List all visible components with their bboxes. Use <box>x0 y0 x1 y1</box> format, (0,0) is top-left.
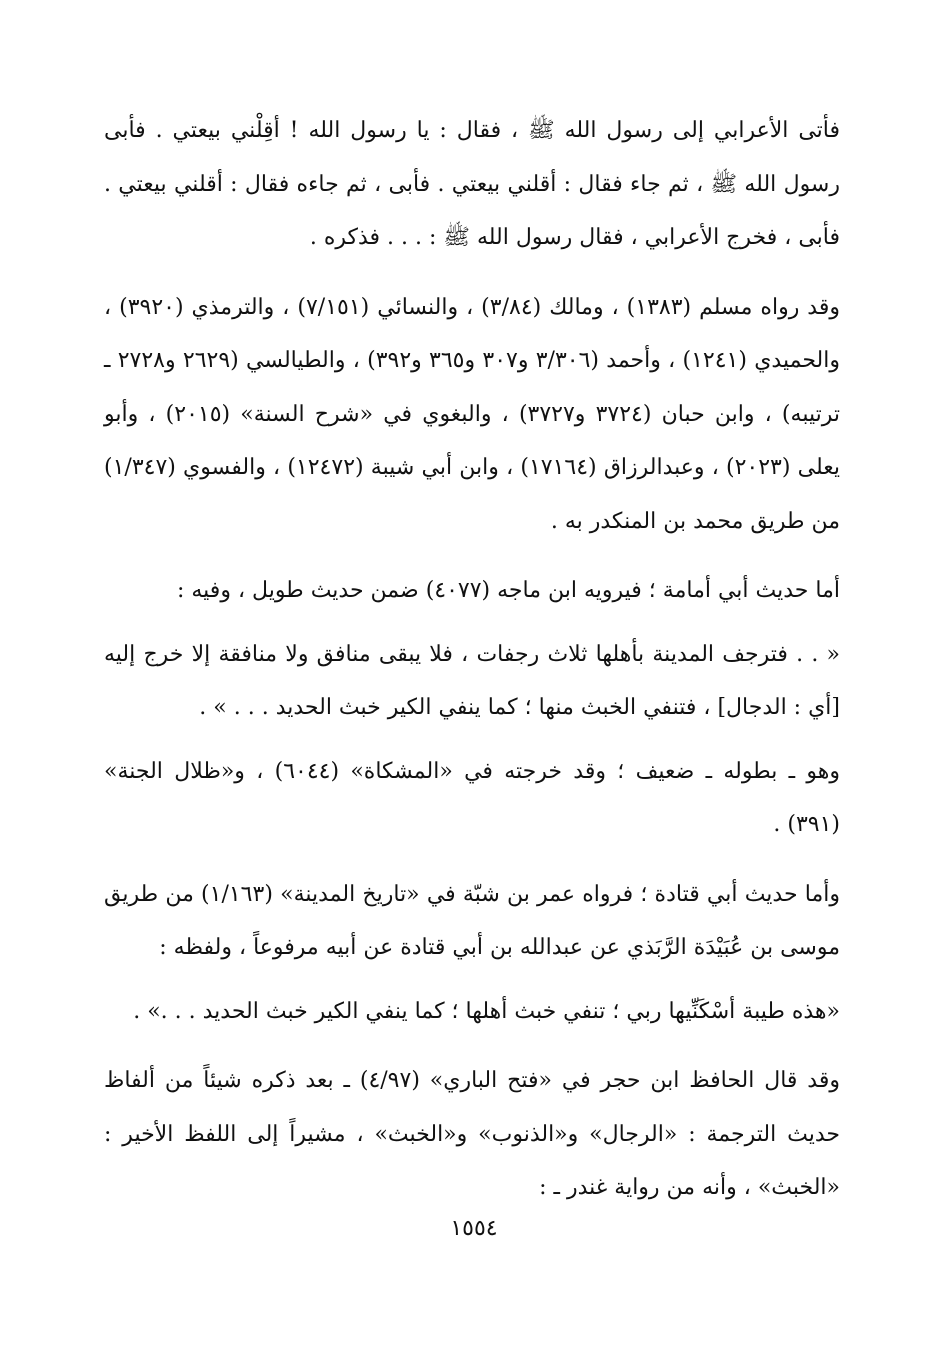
paragraph-ibn-hajar: وقد قال الحافظ ابن حجر في «فتح الباري» (٤/٩٧) ـ بعد ذكره شيئاً من ألفاظ حديث الترجمة : «الرجال» و«الذنوب» و«الخبث» ، مشيراً إلى اللفظ الأخير : «الخبث» ، وأنه من رواية غندر ـ : <box>104 1068 840 1200</box>
paragraph-abi-umamah-grading: وهو ـ بطوله ـ ضعيف ؛ وقد خرجته في «المشكاة» (٦٠٤٤) ، و«ظلال الجنة» (٣٩١) . <box>104 758 840 837</box>
paragraph-abi-umamah-intro: أما حديث أبي أمامة ؛ فيرويه ابن ماجه (٤٠٧٧) ضمن حديث طويل ، وفيه : <box>176 578 840 603</box>
paragraph-takhrij-jabir: وقد رواه مسلم (١٣٨٣) ، ومالك (٣/٨٤) ، والنسائي (٧/١٥١) ، والترمذي (٣٩٢٠) ، والحميدي (١٢٤١) ، وأحمد (٣/٣٠٦ و٣٠٧ و٣٦٥ و٣٩٢) ، والطيالسي (٢٦٢٩ و٢٧٢٨ ـ ترتيبه) ، وابن حبان (٣٧٢٤ و٣٧٢٧) ، والبغوي في «شرح السنة» (٢٠١٥) ، وأبو يعلى (٢٠٢٣) ، وعبدالرزاق (١٧١٦٤) ، وابن أبي شيبة (١٢٤٧٢) ، والفسوي (١/٣٤٧) من طريق محمد بن المنكدر به . <box>104 294 841 534</box>
paragraph-abi-qatadah-intro: وأما حديث أبي قتادة ؛ فرواه عمر بن شبّة في «تاريخ المدينة» (١/١٦٣) من طريق موسى بن عُبَيْدَة الرَّبَذي عن عبدالله بن أبي قتادة عن أبيه مرفوعاً ، ولفظه : <box>104 881 840 960</box>
page-number: ١٥٥٤ <box>450 1216 498 1241</box>
paragraph-abi-qatadah-quote: «هذه طيبة أسْكَنِّيها ربي ؛ تنفي خبث أهلها ؛ كما ينفي الكير خبث الحديد . . .» . <box>133 998 840 1024</box>
paragraph-abi-umamah-quote: « . . فترجف المدينة بأهلها ثلاث رجفات ، فلا يبقى منافق ولا منافقة إلا خرج إليه [أي : الدجال] ، فتنفي الخبث منها ؛ كما ينفي الكير خبث الحديد . . . » . <box>104 641 840 720</box>
paragraph-hadith-bayah: فأتى الأعرابي إلى رسول الله ﷺ ، فقال : يا رسول الله ! أقِلْني بيعتي . فأبى رسول الله ﷺ ، ثم جاء فقال : أقلني بيعتي . فأبى ، ثم جاءه فقال : أقلني بيعتي . فأبى ، فخرج الأعرابي ، فقال رسول الله ﷺ : . . . فذكره . <box>104 118 840 250</box>
page-body <box>104 104 840 1215</box>
